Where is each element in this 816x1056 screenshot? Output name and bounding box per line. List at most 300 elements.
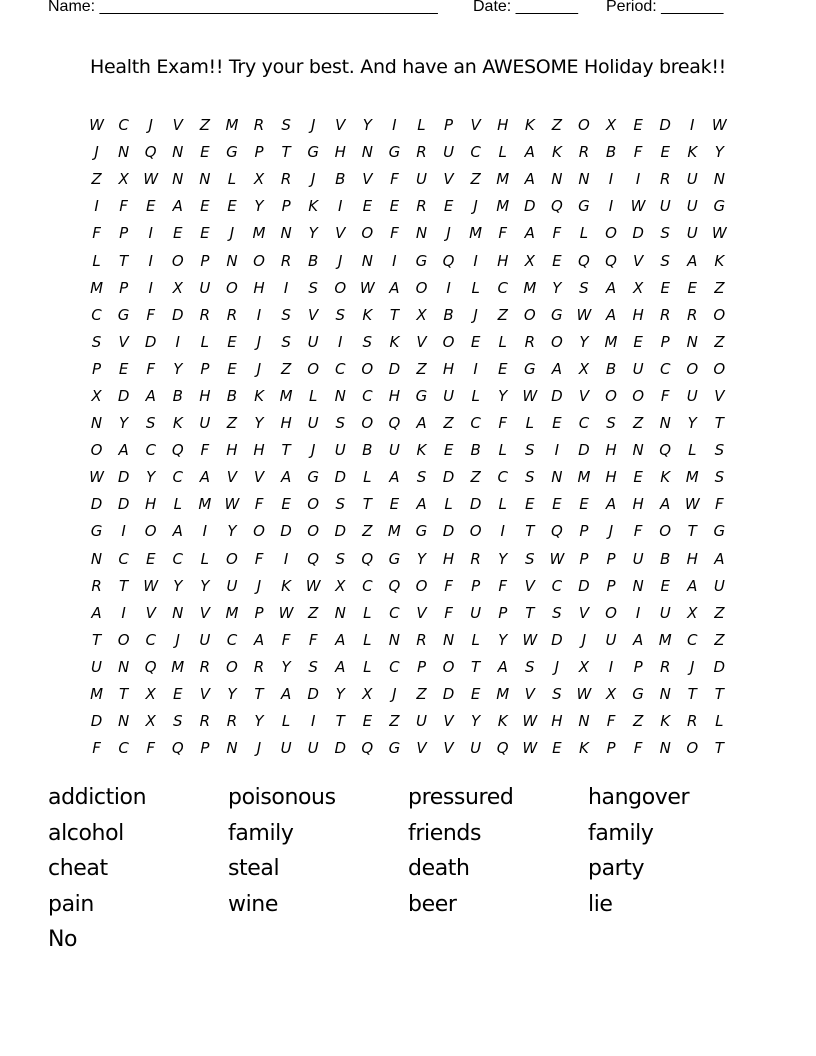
grid-letter[interactable]: Z [714, 278, 725, 297]
grid-letter[interactable]: I [175, 332, 180, 351]
grid-letter[interactable]: N [686, 332, 698, 351]
grid-letter[interactable]: F [281, 630, 291, 649]
grid-letter[interactable]: S [552, 603, 562, 622]
grid-letter[interactable]: F [552, 224, 562, 243]
grid-letter[interactable]: F [633, 739, 643, 758]
grid-letter[interactable]: O [415, 576, 428, 595]
grid-letter[interactable]: I [500, 522, 505, 541]
grid-letter[interactable]: J [473, 197, 478, 216]
grid-letter[interactable]: P [119, 278, 129, 297]
grid-letter[interactable]: U [199, 278, 211, 297]
grid-letter[interactable]: U [199, 630, 211, 649]
grid-letter[interactable]: M [685, 468, 699, 487]
grid-letter[interactable]: U [659, 197, 671, 216]
grid-letter[interactable]: F [92, 224, 101, 243]
grid-letter[interactable]: T [525, 522, 535, 541]
grid-letter[interactable]: H [442, 359, 455, 378]
grid-letter[interactable]: R [416, 197, 427, 216]
grid-letter[interactable]: S [308, 278, 318, 297]
grid-letter[interactable]: O [334, 278, 347, 297]
grid-letter[interactable]: Z [199, 116, 210, 135]
grid-letter[interactable]: J [256, 739, 262, 758]
grid-letter[interactable]: T [714, 739, 724, 758]
grid-letter[interactable]: A [118, 441, 129, 460]
grid-letter[interactable]: O [442, 657, 455, 676]
grid-letter[interactable]: R [253, 116, 265, 135]
grid-letter[interactable]: V [443, 739, 454, 758]
grid-letter[interactable]: Y [416, 549, 427, 568]
grid-letter[interactable]: J [554, 657, 560, 676]
grid-letter[interactable]: D [144, 332, 157, 351]
grid-letter[interactable]: P [254, 603, 264, 622]
grid-letter[interactable]: S [281, 305, 291, 324]
grid-letter[interactable]: W [549, 549, 565, 568]
grid-letter[interactable]: W [684, 495, 700, 514]
grid-letter[interactable]: Q [659, 441, 672, 460]
grid-letter[interactable]: K [254, 386, 264, 405]
grid-letter[interactable]: A [524, 224, 535, 243]
grid-letter[interactable]: I [608, 657, 614, 676]
grid-letter[interactable]: R [659, 170, 671, 189]
grid-letter[interactable]: O [117, 630, 130, 649]
grid-letter[interactable]: D [90, 495, 103, 514]
grid-letter[interactable]: Q [550, 522, 563, 541]
grid-letter[interactable]: E [660, 143, 670, 162]
grid-letter[interactable]: D [659, 116, 671, 135]
grid-letter[interactable]: E [200, 197, 210, 216]
grid-letter[interactable]: B [443, 305, 454, 324]
grid-letter[interactable]: O [442, 332, 455, 351]
grid-letter[interactable]: E [525, 495, 535, 514]
grid-letter[interactable]: P [633, 657, 643, 676]
grid-letter[interactable]: R [524, 332, 535, 351]
grid-letter[interactable]: Z [91, 170, 102, 189]
grid-letter[interactable]: K [551, 143, 562, 162]
grid-letter[interactable]: U [334, 441, 346, 460]
grid-letter[interactable]: D [334, 739, 347, 758]
grid-letter[interactable]: R [416, 143, 427, 162]
grid-letter[interactable]: F [715, 495, 724, 514]
grid-letter[interactable]: F [498, 576, 508, 595]
grid-letter[interactable]: Z [389, 712, 400, 731]
grid-letter[interactable]: K [281, 576, 291, 595]
grid-letter[interactable]: G [713, 522, 726, 541]
grid-letter[interactable]: C [362, 576, 373, 595]
grid-letter[interactable]: G [551, 305, 563, 324]
grid-letter[interactable]: S [362, 332, 373, 351]
grid-letter[interactable]: Q [442, 251, 455, 270]
grid-letter[interactable]: R [416, 630, 427, 649]
grid-letter[interactable]: T [471, 657, 481, 676]
grid-letter[interactable]: H [145, 495, 157, 514]
grid-letter[interactable]: R [199, 712, 211, 731]
grid-letter[interactable]: U [307, 739, 319, 758]
grid-letter[interactable]: A [524, 170, 535, 189]
grid-letter[interactable]: S [714, 441, 725, 460]
grid-letter[interactable]: Y [335, 685, 345, 704]
grid-letter[interactable]: X [605, 116, 617, 135]
grid-letter[interactable]: Z [280, 359, 292, 378]
grid-letter[interactable]: E [633, 332, 643, 351]
grid-letter[interactable]: T [91, 630, 102, 649]
grid-letter[interactable]: F [146, 359, 156, 378]
grid-letter[interactable]: V [416, 739, 427, 758]
grid-letter[interactable]: N [659, 414, 671, 433]
grid-letter[interactable]: N [199, 170, 211, 189]
grid-letter[interactable]: A [335, 630, 346, 649]
grid-letter[interactable]: L [363, 468, 372, 487]
grid-letter[interactable]: H [199, 386, 211, 405]
grid-letter[interactable]: U [605, 630, 617, 649]
grid-letter[interactable]: N [226, 739, 238, 758]
grid-letter[interactable]: J [310, 116, 316, 135]
grid-letter[interactable]: W [576, 685, 592, 704]
grid-letter[interactable]: H [280, 414, 292, 433]
grid-letter[interactable]: Y [281, 657, 291, 676]
grid-letter[interactable]: A [632, 630, 644, 649]
grid-letter[interactable]: B [172, 386, 183, 405]
grid-letter[interactable]: S [308, 657, 318, 676]
grid-letter[interactable]: B [470, 441, 481, 460]
grid-letter[interactable]: M [469, 224, 483, 243]
grid-letter[interactable]: G [307, 468, 319, 487]
grid-letter[interactable]: F [633, 522, 643, 541]
grid-letter[interactable]: I [392, 251, 397, 270]
grid-letter[interactable]: C [551, 576, 563, 595]
grid-letter[interactable]: N [90, 549, 103, 568]
grid-letter[interactable]: X [145, 712, 156, 731]
grid-letter[interactable]: X [578, 657, 590, 676]
grid-letter[interactable]: K [660, 468, 671, 487]
grid-letter[interactable]: J [473, 305, 478, 324]
period-field[interactable]: Period: _______ [606, 0, 724, 15]
grid-letter[interactable]: N [632, 441, 644, 460]
grid-letter[interactable]: V [362, 170, 373, 189]
grid-letter[interactable]: D [551, 630, 563, 649]
grid-letter[interactable]: A [687, 576, 698, 595]
grid-letter[interactable]: H [497, 116, 509, 135]
grid-letter[interactable]: X [605, 685, 617, 704]
grid-letter[interactable]: R [280, 251, 292, 270]
grid-letter[interactable]: P [579, 522, 589, 541]
grid-letter[interactable]: L [281, 712, 291, 731]
grid-letter[interactable]: L [363, 603, 372, 622]
grid-letter[interactable]: Q [496, 739, 509, 758]
grid-letter[interactable]: F [660, 386, 670, 405]
grid-letter[interactable]: U [307, 332, 319, 351]
grid-letter[interactable]: O [578, 116, 590, 135]
grid-letter[interactable]: K [660, 712, 671, 731]
grid-letter[interactable]: D [524, 197, 536, 216]
grid-letter[interactable]: U [713, 576, 725, 595]
grid-letter[interactable]: W [630, 197, 646, 216]
grid-letter[interactable]: U [686, 224, 698, 243]
grid-letter[interactable]: U [632, 359, 644, 378]
grid-letter[interactable]: K [172, 414, 183, 433]
grid-letter[interactable]: O [686, 359, 699, 378]
grid-letter[interactable]: E [443, 197, 454, 216]
grid-letter[interactable]: S [335, 414, 345, 433]
grid-letter[interactable]: G [578, 197, 590, 216]
grid-letter[interactable]: A [280, 685, 292, 704]
grid-letter[interactable]: G [388, 143, 401, 162]
grid-letter[interactable]: Q [171, 739, 184, 758]
grid-letter[interactable]: Z [362, 522, 373, 541]
grid-letter[interactable]: M [523, 278, 537, 297]
grid-letter[interactable]: A [660, 495, 671, 514]
grid-letter[interactable]: W [522, 712, 538, 731]
grid-letter[interactable]: M [90, 685, 104, 704]
grid-letter[interactable]: E [552, 251, 562, 270]
grid-letter[interactable]: A [335, 657, 346, 676]
grid-letter[interactable]: I [473, 251, 478, 270]
grid-letter[interactable]: F [200, 441, 210, 460]
grid-letter[interactable]: K [416, 441, 427, 460]
grid-letter[interactable]: E [552, 414, 562, 433]
grid-letter[interactable]: V [443, 712, 454, 731]
grid-letter[interactable]: T [119, 685, 129, 704]
grid-letter[interactable]: Y [308, 224, 318, 243]
grid-letter[interactable]: N [172, 603, 184, 622]
grid-letter[interactable]: U [226, 576, 238, 595]
grid-letter[interactable]: P [606, 576, 616, 595]
grid-letter[interactable]: C [659, 359, 671, 378]
grid-letter[interactable]: C [470, 143, 481, 162]
grid-letter[interactable]: N [90, 414, 103, 433]
grid-letter[interactable]: E [227, 359, 237, 378]
grid-letter[interactable]: Y [498, 386, 508, 405]
grid-letter[interactable]: L [227, 170, 237, 189]
grid-letter[interactable]: R [226, 305, 238, 324]
grid-letter[interactable]: J [446, 224, 451, 243]
grid-letter[interactable]: E [389, 495, 400, 514]
grid-letter[interactable]: J [256, 576, 262, 595]
grid-letter[interactable]: F [390, 170, 399, 189]
grid-letter[interactable]: V [443, 170, 454, 189]
grid-letter[interactable]: Y [362, 116, 372, 135]
grid-letter[interactable]: P [254, 143, 264, 162]
grid-letter[interactable]: V [416, 603, 427, 622]
grid-letter[interactable]: C [172, 549, 184, 568]
grid-letter[interactable]: H [388, 386, 401, 405]
grid-letter[interactable]: S [714, 468, 725, 487]
grid-letter[interactable]: E [470, 685, 481, 704]
grid-letter[interactable]: B [362, 441, 373, 460]
grid-letter[interactable]: O [415, 278, 428, 297]
grid-letter[interactable]: I [608, 197, 614, 216]
grid-letter[interactable]: B [226, 386, 238, 405]
grid-letter[interactable]: E [389, 197, 400, 216]
grid-letter[interactable]: O [307, 522, 320, 541]
grid-letter[interactable]: Z [416, 359, 427, 378]
grid-letter[interactable]: I [635, 170, 641, 189]
grid-letter[interactable]: J [94, 143, 99, 162]
grid-letter[interactable]: C [118, 116, 129, 135]
grid-letter[interactable]: D [442, 468, 455, 487]
grid-letter[interactable]: V [470, 116, 481, 135]
grid-letter[interactable]: F [308, 630, 318, 649]
grid-letter[interactable]: W [143, 576, 159, 595]
grid-letter[interactable]: Z [226, 414, 238, 433]
grid-letter[interactable]: S [91, 332, 102, 351]
grid-letter[interactable]: J [310, 170, 316, 189]
grid-letter[interactable]: H [605, 468, 617, 487]
grid-letter[interactable]: P [416, 657, 426, 676]
grid-letter[interactable]: H [605, 441, 617, 460]
grid-letter[interactable]: D [280, 522, 292, 541]
grid-letter[interactable]: L [363, 657, 372, 676]
name-field[interactable]: Name: ______________________________________ [48, 0, 438, 15]
grid-letter[interactable]: Z [632, 414, 644, 433]
grid-letter[interactable]: C [118, 739, 129, 758]
grid-letter[interactable]: F [119, 197, 128, 216]
grid-letter[interactable]: S [525, 468, 535, 487]
grid-letter[interactable]: S [281, 116, 291, 135]
grid-letter[interactable]: L [688, 441, 697, 460]
grid-letter[interactable]: O [90, 441, 103, 460]
grid-letter[interactable]: S [525, 441, 535, 460]
grid-letter[interactable]: F [444, 603, 453, 622]
grid-letter[interactable]: R [659, 305, 671, 324]
grid-letter[interactable]: T [525, 603, 535, 622]
grid-letter[interactable]: I [690, 116, 695, 135]
grid-letter[interactable]: E [552, 739, 562, 758]
grid-letter[interactable]: A [605, 305, 617, 324]
grid-letter[interactable]: B [335, 170, 346, 189]
grid-letter[interactable]: A [172, 197, 183, 216]
grid-letter[interactable]: A [91, 603, 102, 622]
grid-letter[interactable]: N [713, 170, 725, 189]
grid-letter[interactable]: Y [173, 359, 183, 378]
grid-letter[interactable]: M [577, 468, 591, 487]
grid-letter[interactable]: C [91, 305, 102, 324]
grid-letter[interactable]: I [310, 712, 316, 731]
grid-letter[interactable]: Z [714, 603, 725, 622]
grid-letter[interactable]: P [281, 197, 291, 216]
grid-letter[interactable]: J [392, 685, 397, 704]
grid-letter[interactable]: P [200, 739, 210, 758]
grid-letter[interactable]: C [578, 414, 590, 433]
grid-letter[interactable]: T [389, 305, 399, 324]
grid-letter[interactable]: E [687, 278, 697, 297]
grid-letter[interactable]: T [281, 143, 291, 162]
grid-letter[interactable]: S [606, 414, 616, 433]
grid-letter[interactable]: K [579, 739, 589, 758]
grid-letter[interactable]: N [659, 685, 671, 704]
grid-letter[interactable]: Q [578, 251, 590, 270]
grid-letter[interactable]: P [660, 332, 670, 351]
grid-letter[interactable]: S [281, 332, 291, 351]
grid-letter[interactable]: E [443, 441, 454, 460]
grid-letter[interactable]: O [144, 522, 157, 541]
grid-letter[interactable]: E [173, 685, 183, 704]
grid-letter[interactable]: O [713, 305, 726, 324]
grid-letter[interactable]: Q [361, 549, 374, 568]
grid-letter[interactable]: T [362, 495, 372, 514]
grid-letter[interactable]: S [660, 251, 670, 270]
grid-letter[interactable]: P [444, 116, 454, 135]
grid-letter[interactable]: D [632, 224, 644, 243]
grid-letter[interactable]: V [226, 468, 238, 487]
grid-letter[interactable]: V [253, 468, 265, 487]
grid-letter[interactable]: V [524, 576, 535, 595]
grid-letter[interactable]: O [713, 359, 726, 378]
grid-letter[interactable]: S [416, 468, 427, 487]
grid-letter[interactable]: M [225, 603, 239, 622]
grid-letter[interactable]: Y [552, 278, 562, 297]
grid-letter[interactable]: E [633, 468, 643, 487]
grid-letter[interactable]: N [415, 224, 428, 243]
grid-letter[interactable]: L [471, 630, 480, 649]
grid-letter[interactable]: R [280, 170, 292, 189]
grid-letter[interactable]: Q [307, 549, 320, 568]
grid-letter[interactable]: L [498, 495, 507, 514]
grid-letter[interactable]: Q [361, 739, 374, 758]
grid-letter[interactable]: W [522, 630, 538, 649]
grid-letter[interactable]: X [524, 251, 535, 270]
grid-letter[interactable]: Y [498, 549, 508, 568]
grid-letter[interactable]: V [416, 332, 427, 351]
grid-letter[interactable]: C [687, 630, 698, 649]
grid-letter[interactable]: R [226, 712, 238, 731]
grid-letter[interactable]: L [471, 278, 480, 297]
date-field[interactable]: Date: _______ [473, 0, 578, 15]
grid-letter[interactable]: F [146, 305, 156, 324]
grid-letter[interactable]: G [415, 386, 428, 405]
grid-letter[interactable]: I [148, 224, 153, 243]
grid-letter[interactable]: R [687, 712, 698, 731]
grid-letter[interactable]: O [226, 278, 238, 297]
grid-letter[interactable]: L [498, 143, 507, 162]
grid-letter[interactable]: D [334, 522, 347, 541]
grid-letter[interactable]: O [226, 549, 238, 568]
grid-letter[interactable]: M [171, 657, 185, 676]
grid-letter[interactable]: N [118, 143, 130, 162]
grid-letter[interactable]: L [498, 441, 507, 460]
grid-letter[interactable]: T [335, 712, 345, 731]
grid-letter[interactable]: W [278, 603, 294, 622]
grid-letter[interactable]: L [715, 712, 724, 731]
grid-letter[interactable]: X [632, 278, 644, 297]
grid-letter[interactable]: B [605, 143, 617, 162]
grid-letter[interactable]: H [442, 549, 455, 568]
grid-letter[interactable]: Z [714, 630, 725, 649]
grid-letter[interactable]: U [686, 170, 698, 189]
grid-letter[interactable]: W [143, 170, 159, 189]
grid-letter[interactable]: N [578, 712, 590, 731]
grid-letter[interactable]: N [551, 468, 563, 487]
grid-letter[interactable]: E [145, 197, 156, 216]
grid-letter[interactable]: A [524, 143, 535, 162]
grid-letter[interactable]: E [497, 359, 508, 378]
grid-letter[interactable]: T [119, 576, 129, 595]
grid-letter[interactable]: S [660, 224, 670, 243]
grid-letter[interactable]: U [91, 657, 103, 676]
grid-letter[interactable]: Y [146, 468, 156, 487]
grid-letter[interactable]: H [632, 305, 644, 324]
grid-letter[interactable]: Y [687, 414, 697, 433]
grid-letter[interactable]: A [253, 630, 265, 649]
grid-letter[interactable]: J [175, 630, 180, 649]
grid-letter[interactable]: Y [227, 685, 237, 704]
grid-letter[interactable]: D [578, 441, 590, 460]
grid-letter[interactable]: N [388, 630, 401, 649]
grid-letter[interactable]: I [283, 549, 289, 568]
grid-letter[interactable]: M [658, 630, 672, 649]
grid-letter[interactable]: P [498, 603, 508, 622]
grid-letter[interactable]: K [308, 197, 319, 216]
grid-letter[interactable]: G [117, 305, 130, 324]
